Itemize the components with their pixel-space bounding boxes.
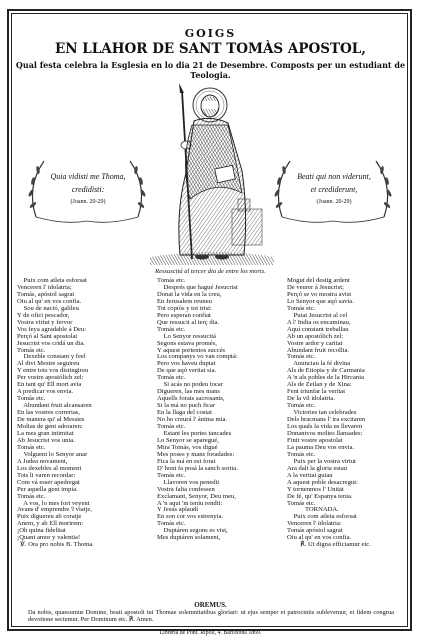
verse-line: Si acás no podeu tocar xyxy=(157,381,223,389)
verse-line: Tomás, apóstol sagrat xyxy=(17,290,75,298)
verse-line: Després que hagué Jesucrist xyxy=(157,283,238,291)
verse-line: Venceren l' idolatria; xyxy=(17,283,72,291)
verse-line: De veurer á Jesucrist; xyxy=(287,283,344,291)
verse-line: Finit vostre apostolat xyxy=(287,436,343,444)
verse-line: De fé, qu' Espanya tenia. xyxy=(287,492,353,500)
verse-line: Y de ofici pescador, xyxy=(17,311,70,319)
verse-line: Y Jesús aplaudí xyxy=(157,506,199,514)
verse-line: Dexeble constant y feel xyxy=(17,353,86,361)
verse-line: Mogut del desitg ardent xyxy=(287,277,350,284)
saint-thomas-engraving xyxy=(146,81,278,267)
verse-line: La mes gran intimitat xyxy=(17,429,74,437)
quote-left-line2: credidisti: xyxy=(71,185,105,194)
verse-line: Tomás etc. xyxy=(17,346,46,354)
verse-line: Tomás etc. xyxy=(287,402,316,410)
verse-line: Puiat Jesucrist al cel xyxy=(287,311,348,319)
goigs-heading: GOIGS xyxy=(184,27,237,40)
page-title: EN LLAHOR DE SANT TOMÀS APOSTOL, xyxy=(54,41,367,57)
verse-line: Los dexebles al moment xyxy=(17,464,82,472)
verse-line: Puix diguereu ab coratje xyxy=(17,513,82,521)
quote-left-line1: Quia vidisti me Thoma, xyxy=(50,172,126,181)
verse-line: D' hont fa posá la sanch sortia. xyxy=(157,464,238,472)
verse-line: Tomás etc. xyxy=(157,423,186,431)
verse-line: Tomás etc. xyxy=(287,353,316,361)
verse-line: A predicar vos envia. xyxy=(17,388,74,396)
verse-line: Jesucrist vos cridá un dia. xyxy=(17,339,85,347)
verse-line: Aquells forats sacrosants, xyxy=(157,395,225,403)
verse-line: Volguent lo Senyor anar xyxy=(17,450,88,458)
verse-line: Oiu al qu' en vos confia. xyxy=(17,297,82,305)
verse-line: Moltas de gent adoraren: xyxy=(17,423,83,431)
quote-right-line1: Beati qui non viderunt, xyxy=(297,172,371,181)
verse-line: ¡Quant amor y valentia! xyxy=(17,534,81,542)
verse-line: Tomás etc. xyxy=(17,443,46,451)
verse-line: Aquí constant treballau xyxy=(287,325,349,333)
verse-line: Que ressucit al terç dia. xyxy=(157,318,220,326)
verse-line: Vostra falta confessen xyxy=(157,485,215,493)
verse-line: Avans d' emprendre 'l viatje, xyxy=(17,506,92,514)
verse-line: Puix com atleta esforsat xyxy=(287,513,357,521)
verse-line: No ho creurá l' ánima mia. xyxy=(157,416,228,424)
printer-footer: Librería de Pont. Ripoll, 4. Barcelona 1869. xyxy=(159,630,262,636)
verse-line: Dels bracmans l' ira excitaren xyxy=(287,416,366,424)
verse-line: Oiu al qu' en vos confia. xyxy=(287,534,352,542)
verse-column-3 xyxy=(287,278,411,549)
verse-line: Digueren, las mes mans xyxy=(157,388,220,396)
verse-line: De que aqó veritat sia. xyxy=(157,367,217,375)
verse-line: Anem, y ab Ell morirem: xyxy=(17,520,84,528)
verse-line: Si la má no puch ficar xyxy=(157,402,216,410)
verse-line: Tomás etc. xyxy=(287,450,316,458)
verse-line: A vos, lo mes fort veyent xyxy=(17,499,90,507)
verse-line: Donat la vida en la creu, xyxy=(157,290,222,298)
verse-line: Al divi Mestre seguireu xyxy=(17,360,80,368)
verse-line: Sou de nació, galileu xyxy=(17,304,79,312)
verse-line: Pero vos haveu duptat xyxy=(157,360,216,368)
verse-line: Perçó al Sant apostolat xyxy=(17,332,78,340)
verse-line: Fent triunfar la veritat xyxy=(287,388,346,396)
verse-line: En Jerusalem reuneu xyxy=(157,297,212,305)
verse-line: Mes poses y mans foradades: xyxy=(157,450,235,458)
verse-line: A aquest poble desacregut: xyxy=(287,478,358,486)
verse-line: Segons estava promés, xyxy=(157,339,217,347)
verse-line: Ab Jesucrist vos unia. xyxy=(17,436,75,444)
verse-line: Los quals la vida us llevaren xyxy=(287,423,363,431)
verse-line: A 'n als pobles de la Hircania xyxy=(287,374,364,382)
verse-line: Abundant fruit alcansaren xyxy=(17,402,92,410)
verse-line: Als de Etiopia y de Carmania xyxy=(287,367,365,375)
verse-line: Estant les portes tancades xyxy=(157,429,232,437)
verse-line: A la veritat guiau xyxy=(287,471,333,479)
quote-right-ref: (Joann. 20-29) xyxy=(316,199,352,205)
verse-line: TORNADA. xyxy=(287,506,339,514)
verse-line: Los companys vo van comptá: xyxy=(157,353,238,361)
verse-line: Tomás etc. xyxy=(157,325,186,333)
verse-line: Com vá esser apedregat xyxy=(17,478,80,486)
verse-line: Tomás etc. xyxy=(287,304,316,312)
verse-line: Tomás etc. xyxy=(157,520,186,528)
verse-line: Lo Senyor que aqó savia. xyxy=(287,297,354,305)
verse-line: Duptáren segons es vist, xyxy=(157,527,228,535)
verse-line: ℣. Ora pro nobis B. Thoma. xyxy=(17,541,94,549)
verse-line: En la llaga del costat xyxy=(157,409,212,417)
verse-line: Tot copiòs y tot trist: xyxy=(157,304,212,312)
verse-line: La pauma Deu vos envia. xyxy=(287,443,355,451)
verse-line: Donantvos moltes llansades: xyxy=(287,429,363,437)
verse-line: En las vostres correrias, xyxy=(17,409,80,417)
verse-line: Venceren l' idolatria: xyxy=(287,520,342,528)
verse-line: Per aquella gent impia. xyxy=(17,485,78,493)
oremus-heading: OREMUS. xyxy=(194,601,227,609)
quote-right xyxy=(274,170,394,209)
verse-line: A 'n aqui 'm teniu rendit: xyxy=(157,499,223,507)
verse-line: Per vostre apostólich zel: xyxy=(17,374,84,382)
verse-column-1 xyxy=(17,278,145,549)
verse-line: De la vil idolatria. xyxy=(287,395,335,403)
verse-line: Tots li varen recordar: xyxy=(17,471,76,479)
verse-line: Lo Senyor se aparegué, xyxy=(157,436,219,444)
verse-column-2 xyxy=(157,278,275,542)
verse-line: Anunciau la fé divina xyxy=(287,360,351,368)
verse-line: Vostre ardor y caritat xyxy=(287,339,343,347)
verse-line: Fica la má en est forat xyxy=(157,457,216,465)
verse-line: Ab un apostólich zel: xyxy=(287,332,344,340)
page-subtitle: Qual festa celebra la Esglesia en lo dia 21 de Desembre. Composts per un estudiant de Teologia. xyxy=(15,60,406,80)
verse-line: Vos feya agradable á Deu: xyxy=(17,325,87,333)
verse-line: Puix com atleta esforsat xyxy=(17,277,87,284)
engraving-caption: Ressuscitá al tercer dia de entre los morts. xyxy=(155,268,266,275)
verse-line: A Judea novament, xyxy=(17,457,68,465)
verse-line: ℟. Ut digna efficiamur etc. xyxy=(287,541,371,549)
verse-line: Tomás etc. xyxy=(17,492,46,500)
verse-line: Vostra virtut y fervor xyxy=(17,318,73,326)
quote-left-ref: (Joann. 20-29) xyxy=(70,199,106,205)
verse-line: Pero esperan confiat xyxy=(157,311,211,319)
verse-line: Mira Tomás, vos digué xyxy=(157,443,218,451)
verse-line: Tomás etc. xyxy=(157,374,186,382)
verse-line: Lo Senyor ressucitá xyxy=(157,332,216,340)
verse-line: Victories tan celebrades xyxy=(287,409,357,417)
verse-line: Y tornenmos l' Unitat xyxy=(287,485,344,493)
verse-line: En son cor vos estrenyia. xyxy=(157,513,224,521)
verse-line: Tomás apóstol sagrat xyxy=(287,527,343,535)
verse-line: Tomás etc. xyxy=(157,277,186,284)
verse-line: Tomás etc. xyxy=(287,499,316,507)
verse-line: Y entre tots vos distingireu xyxy=(17,367,89,375)
verse-line: Llavoren vos penedit xyxy=(157,478,220,486)
verse-line: Puix per la vostra virtut xyxy=(287,457,356,465)
verse-line: Tomás etc. xyxy=(157,471,186,479)
verse-line: Ara dalt la gloria estau xyxy=(287,464,348,472)
verse-line: Mes duptáren solament, xyxy=(157,534,221,542)
quote-right-line2: et crediderunt, xyxy=(310,185,358,194)
oremus-prayer: Da nobis, quaesumus Domine, beati apostoli tui Thomae solemnitatibus gloriari: ut ejus semper et patrociniis sublevemur, et fidem congrua devotione sectemur. Per Dominum etc. ℟. Amen. xyxy=(28,609,394,623)
verse-line: Y aquest portentos succés xyxy=(157,346,226,354)
verse-line: Als de Zeilan y de Xina: xyxy=(287,381,352,389)
verse-line: ¡Oh quina fidelitat xyxy=(17,527,66,535)
verse-line: Abundant fruit recollia. xyxy=(287,346,350,354)
quote-left xyxy=(28,170,148,209)
verse-line: Exclamant, Senyor, Deu meu, xyxy=(157,492,236,500)
verse-line: Tomás etc. xyxy=(17,395,46,403)
verse-line: A l' India os encaminau, xyxy=(287,318,351,326)
verse-line: Perçó se vo mostra avist xyxy=(287,290,352,298)
verse-line: En tant qu' Ell mort avia xyxy=(17,381,82,389)
verse-line: De manera qu' al Messies xyxy=(17,416,85,424)
